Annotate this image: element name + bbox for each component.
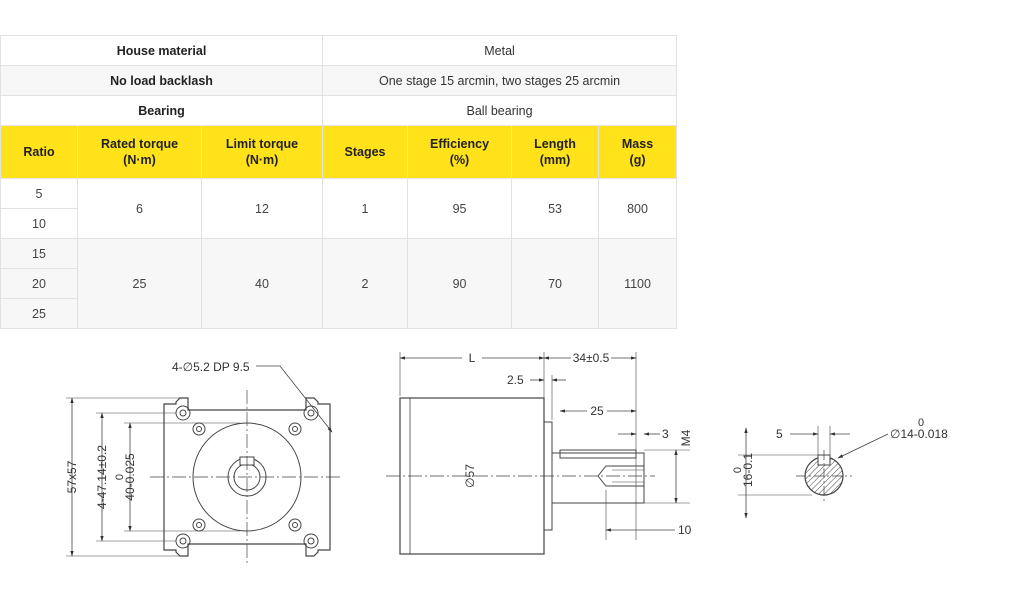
thread-label: M4 <box>679 429 693 447</box>
ratio-cell: 25 <box>1 299 78 329</box>
property-value: Ball bearing <box>323 96 677 126</box>
efficiency-cell: 90 <box>408 239 512 329</box>
ratio-cell: 15 <box>1 239 78 269</box>
limit-torque-cell: 12 <box>202 179 323 239</box>
shaft-dia-label: ∅14-0.018 <box>890 427 948 441</box>
stages-cell: 2 <box>323 239 408 329</box>
key-width-label: 5 <box>776 427 783 441</box>
header-limit-torque: Limit torque (N·m) <box>202 126 323 179</box>
length-label: L <box>468 351 476 365</box>
pilot-depth-label: 2.5 <box>507 373 524 387</box>
thread-depth-label: 10 <box>678 523 692 537</box>
ratio-cell: 20 <box>1 269 78 299</box>
shaft-flat-label: 16-0.1 <box>741 452 755 488</box>
shaft-dia-tol-label: 0 <box>918 417 925 429</box>
property-label: No load backlash <box>1 66 323 96</box>
efficiency-cell: 95 <box>408 179 512 239</box>
hole-spacing-label: 4-47.14±0.2 <box>95 445 109 509</box>
mass-cell: 1100 <box>599 239 677 329</box>
frame-size-label: 57x57 <box>65 460 79 494</box>
header-ratio: Ratio <box>1 126 78 179</box>
limit-torque-cell: 40 <box>202 239 323 329</box>
shaft-flat-tol-label: 0 <box>732 466 744 474</box>
ratio-cell: 10 <box>1 209 78 239</box>
header-efficiency: Efficiency (%) <box>408 126 512 179</box>
side-view <box>386 352 690 554</box>
header-rated-torque: Rated torque (N·m) <box>78 126 202 179</box>
shaft-length-label: 34±0.5 <box>572 351 610 365</box>
property-value: One stage 15 arcmin, two stages 25 arcmin <box>323 66 677 96</box>
length-cell: 53 <box>512 179 599 239</box>
property-label: Bearing <box>1 96 323 126</box>
shaft-section <box>738 426 888 518</box>
property-value: Metal <box>323 36 677 66</box>
header-mass: Mass (g) <box>599 126 677 179</box>
header-stages: Stages <box>323 126 408 179</box>
body-dia-label: ∅57 <box>463 464 477 488</box>
pilot-dia-label: 40-0.025 <box>123 453 137 501</box>
property-label: House material <box>1 36 323 66</box>
hole-spec-label: 4-∅5.2 DP 9.5 <box>172 360 250 374</box>
mass-cell: 800 <box>599 179 677 239</box>
header-length: Length (mm) <box>512 126 599 179</box>
ratio-cell: 5 <box>1 179 78 209</box>
key-length-label: 25 <box>590 404 604 418</box>
rated-torque-cell: 25 <box>78 239 202 329</box>
pilot-dia-tol-label: 0 <box>114 473 126 481</box>
length-cell: 70 <box>512 239 599 329</box>
stages-cell: 1 <box>323 179 408 239</box>
key-offset-label: 3 <box>662 427 669 441</box>
rated-torque-cell: 6 <box>78 179 202 239</box>
